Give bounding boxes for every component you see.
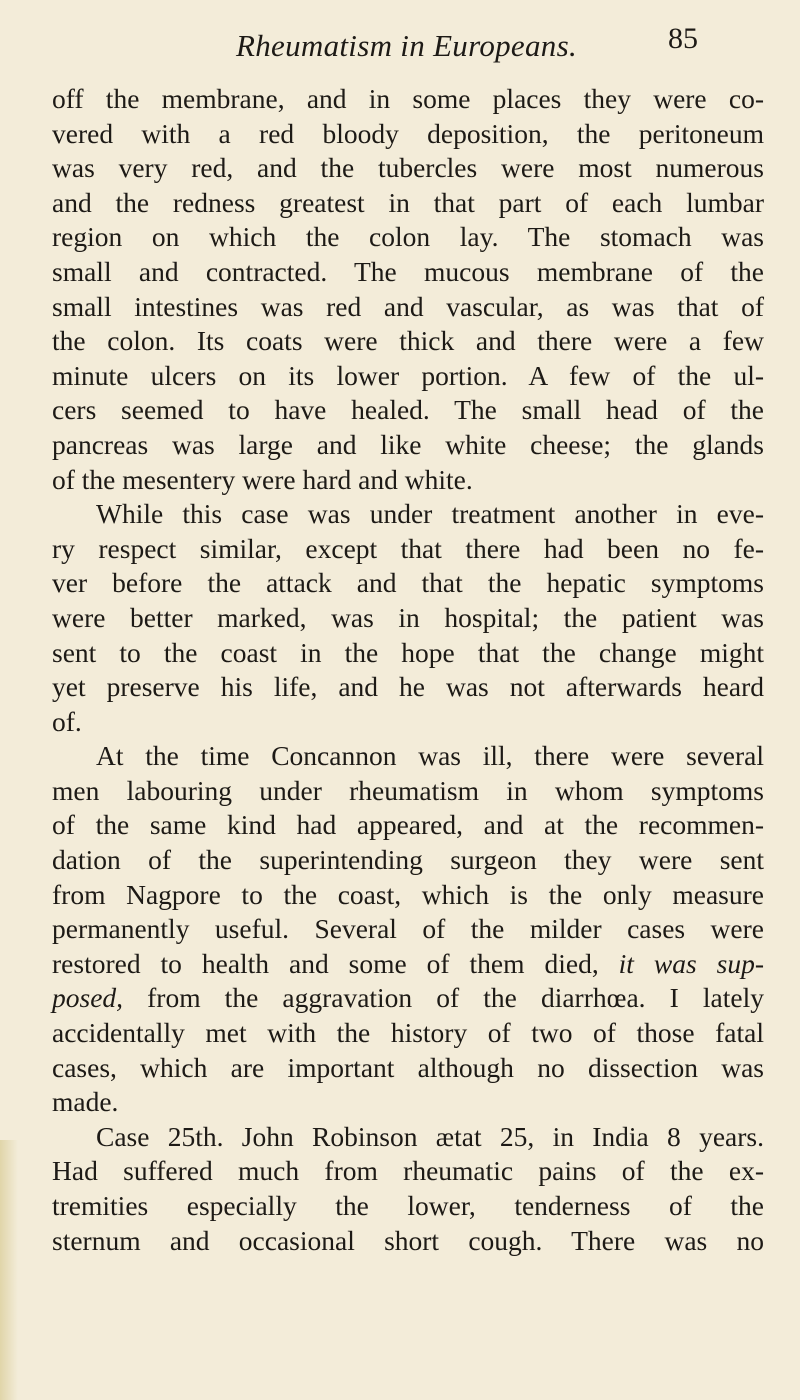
- text-line: pancreas was large and like white cheese; the glands: [52, 428, 764, 460]
- text-line: [52, 947, 764, 982]
- text-line: sent to the coast in the hope that the change might: [52, 636, 764, 668]
- text-line: was very red, and the tubercles were most numerous: [52, 152, 764, 184]
- text-line: of the same kind had appeared, and at the recommen-: [52, 809, 764, 841]
- text-line: At the time Concannon was ill, there were several: [96, 740, 764, 772]
- text-line: the colon. Its coats were thick and there were a few: [52, 325, 764, 357]
- text-line: dation of the superintending surgeon they were sent: [52, 844, 764, 876]
- text-line: cers seemed to have healed. The small head of the: [52, 394, 764, 426]
- text-line: of the mesentery were hard and white.: [52, 463, 473, 495]
- page-edge-shadow: [0, 1140, 18, 1400]
- text-line: off the membrane, and in some places they were co-: [52, 83, 764, 114]
- text-line: men labouring under rheumatism in whom symptoms: [52, 774, 764, 806]
- text-line: small intestines was red and vascular, as was that of: [52, 290, 764, 322]
- text-segment: from the aggravation of the diarrhœa. I lately: [123, 982, 764, 1014]
- text-line: While this case was under treatment another in eve-: [96, 498, 764, 530]
- italic-phrase: it was sup-: [618, 947, 764, 979]
- italic-phrase-continued: posed,: [52, 982, 124, 1014]
- text-line: region on which the colon lay. The stomach was: [52, 221, 764, 253]
- page-header: [0, 8, 800, 68]
- text-line: cases, which are important although no dissection was: [52, 1051, 764, 1083]
- paragraph-second-case: [52, 497, 764, 739]
- text-line: tremities especially the lower, tenderness of the: [52, 1190, 764, 1221]
- text-line: and the redness greatest in that part of each lumbar: [52, 186, 764, 218]
- text-line: were better marked, was in hospital; the patient was: [52, 601, 764, 633]
- text-line: of.: [52, 705, 82, 737]
- text-line: permanently useful. Several of the milder cases were: [52, 913, 764, 945]
- text-line: ver before the attack and that the hepatic symptoms: [52, 567, 764, 599]
- text-line: ry respect similar, except that there had been no fe-: [52, 532, 764, 564]
- text-line: minute ulcers on its lower portion. A few of the ul-: [52, 359, 764, 391]
- text-line: yet preserve his life, and he was not afterwards heard: [52, 671, 764, 703]
- text-line: from Nagpore to the coast, which is the only measure: [52, 878, 764, 910]
- text-line: small and contracted. The mucous membrane of the: [52, 255, 764, 287]
- text-line: sternum and occasional short cough. There was no: [52, 1224, 764, 1256]
- text-line: Case 25th. John Robinson ætat 25, in India 8 years.: [96, 1120, 764, 1152]
- text-line: accidentally met with the history of two of those fatal: [52, 1017, 764, 1049]
- text-line: [52, 981, 764, 1016]
- running-head: Rheumatism in Europeans.: [236, 28, 577, 63]
- text-line: Had suffered much from rheumatic pains of the ex-: [52, 1155, 764, 1187]
- body-text: [52, 82, 764, 1258]
- paragraph-case-25: [52, 1120, 764, 1258]
- text-segment: restored to health and some of them died,: [52, 947, 599, 979]
- paragraph-rheumatism-cases: [52, 739, 764, 1120]
- page-number: 85: [668, 22, 698, 55]
- paragraph-autopsy: [52, 82, 764, 497]
- text-line: made.: [52, 1086, 119, 1118]
- text-line: vered with a red bloody deposition, the peritoneum: [52, 117, 764, 149]
